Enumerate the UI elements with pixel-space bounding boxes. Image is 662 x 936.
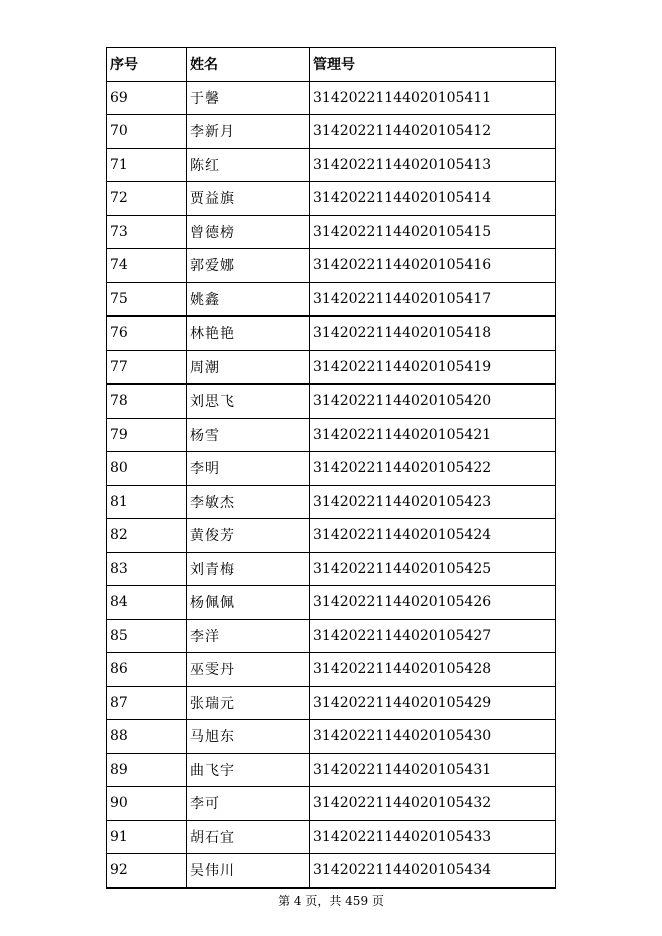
table-row [107, 653, 556, 687]
table-row [107, 418, 556, 452]
row-id-cell: 31420221144020105429 [310, 686, 556, 720]
row-id-cell: 31420221144020105412 [310, 115, 556, 149]
row-id-cell: 31420221144020105416 [310, 249, 556, 283]
row-index-cell: 92 [107, 854, 187, 888]
table-row [107, 316, 556, 350]
row-name-cell: 李敏杰 [187, 485, 310, 519]
row-name-cell: 林艳艳 [187, 316, 310, 350]
table-row [107, 148, 556, 182]
row-index-cell: 84 [107, 586, 187, 620]
row-id-cell: 31420221144020105420 [310, 384, 556, 418]
row-name-cell: 姚鑫 [187, 282, 310, 316]
table-row [107, 753, 556, 787]
row-index-cell: 70 [107, 115, 187, 149]
row-name-cell: 曾德榜 [187, 215, 310, 249]
row-name-cell: 曲飞宇 [187, 753, 310, 787]
row-id-cell: 31420221144020105419 [310, 350, 556, 384]
row-id-cell: 31420221144020105424 [310, 519, 556, 553]
table-row [107, 519, 556, 553]
row-index-cell: 71 [107, 148, 187, 182]
row-id-cell: 31420221144020105426 [310, 586, 556, 620]
row-id-cell: 31420221144020105411 [310, 81, 556, 115]
table-row [107, 552, 556, 586]
row-name-cell: 黄俊芳 [187, 519, 310, 553]
table-row [107, 115, 556, 149]
row-id-cell: 31420221144020105434 [310, 854, 556, 888]
row-index-cell: 73 [107, 215, 187, 249]
row-index-cell: 85 [107, 619, 187, 653]
table-row [107, 452, 556, 486]
row-index-cell: 81 [107, 485, 187, 519]
row-index-cell: 77 [107, 350, 187, 384]
row-name-cell: 郭爱娜 [187, 249, 310, 283]
table-row [107, 586, 556, 620]
table-row [107, 282, 556, 316]
row-id-cell: 31420221144020105423 [310, 485, 556, 519]
row-id-cell: 31420221144020105432 [310, 787, 556, 821]
row-name-cell: 李新月 [187, 115, 310, 149]
header-id: 管理号 [310, 48, 556, 82]
table-row [107, 619, 556, 653]
table-header-row [107, 48, 556, 82]
row-name-cell: 刘思飞 [187, 384, 310, 418]
table-row [107, 787, 556, 821]
row-name-cell: 吴伟川 [187, 854, 310, 888]
row-id-cell: 31420221144020105430 [310, 720, 556, 754]
row-id-cell: 31420221144020105415 [310, 215, 556, 249]
table-row [107, 215, 556, 249]
row-name-cell: 周潮 [187, 350, 310, 384]
row-name-cell: 马旭东 [187, 720, 310, 754]
table-row [107, 384, 556, 418]
row-id-cell: 31420221144020105421 [310, 418, 556, 452]
row-name-cell: 巫雯丹 [187, 653, 310, 687]
row-index-cell: 87 [107, 686, 187, 720]
row-index-cell: 89 [107, 753, 187, 787]
row-name-cell: 李明 [187, 452, 310, 486]
row-id-cell: 31420221144020105425 [310, 552, 556, 586]
row-index-cell: 79 [107, 418, 187, 452]
table-row [107, 854, 556, 888]
row-index-cell: 72 [107, 182, 187, 216]
row-index-cell: 86 [107, 653, 187, 687]
row-id-cell: 31420221144020105431 [310, 753, 556, 787]
row-name-cell: 张瑞元 [187, 686, 310, 720]
row-id-cell: 31420221144020105413 [310, 148, 556, 182]
table-row [107, 81, 556, 115]
row-name-cell: 杨佩佩 [187, 586, 310, 620]
row-index-cell: 69 [107, 81, 187, 115]
row-index-cell: 82 [107, 519, 187, 553]
row-name-cell: 陈红 [187, 148, 310, 182]
row-id-cell: 31420221144020105418 [310, 316, 556, 350]
row-name-cell: 李可 [187, 787, 310, 821]
row-name-cell: 杨雪 [187, 418, 310, 452]
header-index: 序号 [107, 48, 187, 82]
row-name-cell: 李洋 [187, 619, 310, 653]
table-row [107, 820, 556, 854]
row-id-cell: 31420221144020105414 [310, 182, 556, 216]
row-index-cell: 74 [107, 249, 187, 283]
row-index-cell: 91 [107, 820, 187, 854]
row-id-cell: 31420221144020105427 [310, 619, 556, 653]
row-id-cell: 31420221144020105433 [310, 820, 556, 854]
table-row [107, 485, 556, 519]
table-row [107, 350, 556, 384]
row-id-cell: 31420221144020105422 [310, 452, 556, 486]
row-index-cell: 83 [107, 552, 187, 586]
row-index-cell: 75 [107, 282, 187, 316]
row-index-cell: 90 [107, 787, 187, 821]
row-name-cell: 胡石宜 [187, 820, 310, 854]
header-name: 姓名 [187, 48, 310, 82]
row-name-cell: 于馨 [187, 81, 310, 115]
row-name-cell: 刘青梅 [187, 552, 310, 586]
row-index-cell: 76 [107, 316, 187, 350]
table-row [107, 249, 556, 283]
row-name-cell: 贾益旗 [187, 182, 310, 216]
table-body [107, 81, 556, 888]
row-index-cell: 80 [107, 452, 187, 486]
page-footer: 第 4 页，共 459 页 [278, 894, 384, 908]
table-row [107, 686, 556, 720]
row-id-cell: 31420221144020105417 [310, 282, 556, 316]
roster-table [106, 47, 556, 889]
table-row [107, 720, 556, 754]
table-row [107, 182, 556, 216]
row-index-cell: 78 [107, 384, 187, 418]
row-index-cell: 88 [107, 720, 187, 754]
row-id-cell: 31420221144020105428 [310, 653, 556, 687]
